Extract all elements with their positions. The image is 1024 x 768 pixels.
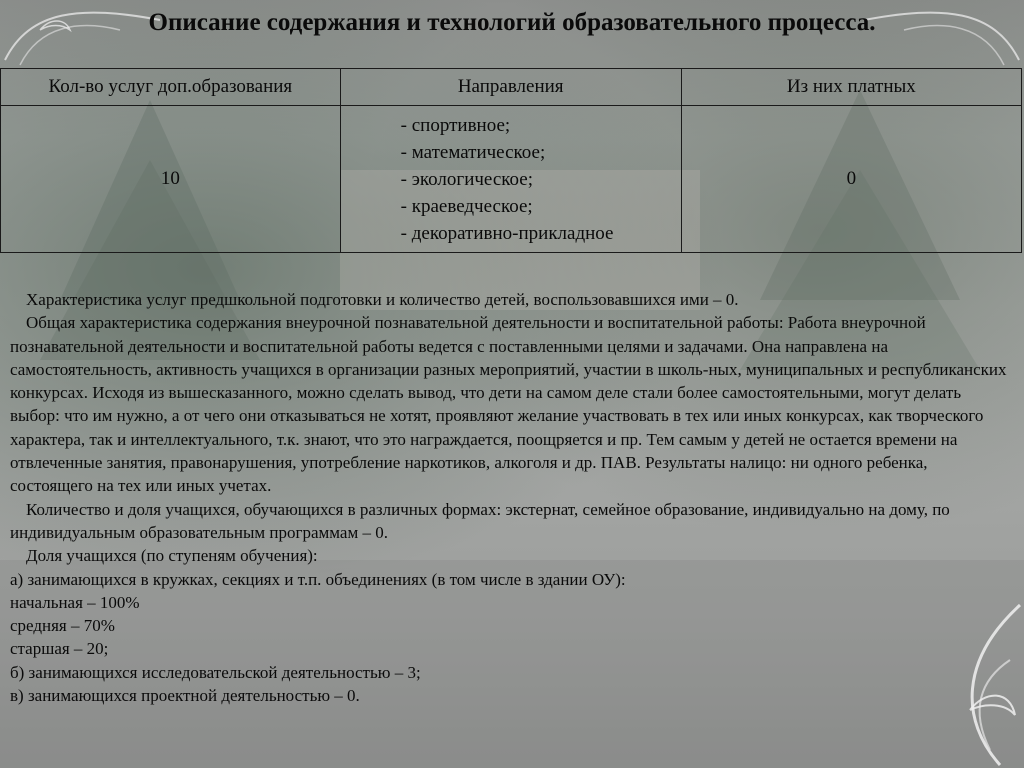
preschool-paragraph: Характеристика услуг предшкольной подготовки и количество детей, воспользовавшихся ими – 0. [26, 290, 739, 309]
research-line: б) занимающихся исследовательской деятельностью – 3; [10, 662, 421, 682]
cell-services-count: 10 [1, 106, 341, 253]
forms-paragraph: Количество и доля учащихся, обучающихся в различных формах: экстернат, семейное образование, индивидуально на дому, по индивидуальным образовательным программам – 0. [10, 499, 950, 542]
directions-list [341, 112, 681, 247]
body-text [10, 288, 1014, 707]
header-paid: Из них платных [681, 69, 1021, 106]
cell-directions [340, 106, 681, 253]
senior-share: старшая – 20; [10, 639, 109, 659]
primary-share: начальная – 100% [10, 592, 140, 612]
middle-share: средняя – 70% [10, 616, 115, 636]
services-table [0, 68, 1022, 253]
table-row [1, 106, 1022, 253]
project-line: в) занимающихся проектной деятельностью – 0. [10, 686, 360, 706]
clubs-line: а) занимающихся в кружках, секциях и т.п. объединениях (в том числе в здании ОУ): [10, 569, 626, 589]
direction-item: - краеведческое; [400, 195, 533, 217]
direction-item: - математическое; [400, 141, 546, 163]
direction-item: - спортивное; [400, 114, 511, 136]
header-services-count: Кол-во услуг доп.образования [1, 69, 341, 106]
direction-item: - декоративно-прикладное [400, 222, 614, 244]
extracurricular-paragraph: Общая характеристика содержания внеурочной познавательной деятельности и воспитательной работы: Работа внеурочной познавательной деятельности и воспитательной работы ведется с поставленными целями и задачами. Она направлена на самостоятельность, активность учащихся в организации разных мероприятий, участии в школь-ных, муниципальных и республиканских конкурсах. Исходя из вышесказанного, можно сделать вывод, что дети на самом деле стали более самостоятельными, могут делать выбор: что им нужно, а от чего они отказываться не хотят, проявляют желание участвовать в тех или иных конкурсах, как творческого характера, так и интеллектуального, т.к. знают, что это награждается, поощряется и пр. Тем самым у детей не остается времени на отвлеченные занятия, правонарушения, употребление наркотиков, алкоголя и др. ПАВ. Результаты налицо: ни одного ребенка, состоящего на тех или иных учетах. [10, 313, 1007, 496]
direction-item: - экологическое; [400, 168, 533, 190]
table-header-row [1, 69, 1022, 106]
share-heading: Доля учащихся (по ступеням обучения): [26, 546, 318, 566]
page-title: Описание содержания и технологий образовательного процесса. [148, 9, 876, 36]
header-directions: Направления [340, 69, 681, 106]
cell-paid: 0 [681, 106, 1021, 253]
